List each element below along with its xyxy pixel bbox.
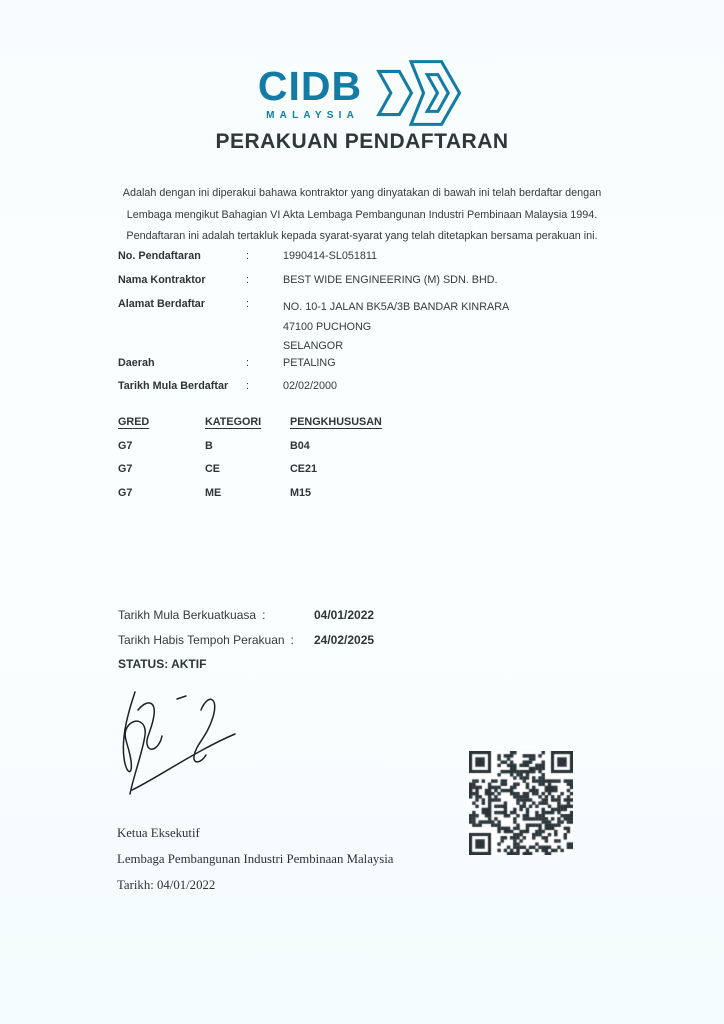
table-cell: G7 (118, 439, 133, 452)
signer-title: Ketua Eksekutif (117, 826, 200, 840)
table-header-pengkhususan: PENGKHUSUSAN (290, 416, 382, 428)
field-value: 04/01/2022 (314, 608, 375, 622)
table-header-gred: GRED (118, 416, 150, 428)
status-line: STATUS: AKTIF (118, 657, 207, 671)
field-value: BEST WIDE ENGINEERING (M) SDN. BHD. (283, 274, 498, 286)
field-label: No. Pendaftaran (118, 250, 201, 262)
issue-date: Tarikh: 04/01/2022 (117, 878, 216, 892)
address-line: SELANGOR (283, 340, 343, 352)
field-value: PETALING (283, 357, 336, 369)
cidb-logo-text (257, 62, 363, 121)
field-label: Tarikh Habis Tempoh Perakuan (118, 633, 285, 647)
cidb-hexagon-icon (374, 58, 466, 128)
registration-table (118, 416, 418, 510)
table-cell: B04 (290, 439, 310, 452)
field-label: Tarikh Mula Berkuatkuasa (118, 608, 257, 622)
organization-name: Lembaga Pembangunan Industri Pembinaan Malaysia (117, 852, 394, 866)
field-label: Tarikh Mula Berdaftar (118, 380, 229, 392)
field-label: Nama Kontraktor (118, 274, 206, 286)
table-cell: G7 (118, 463, 133, 475)
table-header-kategori: KATEGORI (205, 416, 262, 428)
field-tarikh-habis-tempoh (118, 633, 538, 647)
cidb-logo (0, 58, 724, 128)
brand-name: CIDB (257, 62, 363, 109)
table-cell: B (205, 439, 213, 452)
intro-line: Adalah dengan ini diperakui bahawa kontraktor yang dinyatakan di bawah ini telah berdaftar dengan (122, 187, 602, 199)
intro-line: Pendaftaran ini adalah tertakluk kepada syarat-syarat yang telah ditetapkan bersama perakuan ini. (126, 230, 598, 242)
table-cell: CE21 (290, 463, 318, 475)
field-value: 02/02/2000 (283, 380, 338, 392)
field-value (283, 298, 509, 357)
field-label: Daerah (118, 357, 155, 369)
address-line: 47100 PUCHONG (283, 320, 372, 333)
intro-line: Lembaga mengikut Bahagian VI Akta Lembaga Pembangunan Industri Pembinaan Malaysia 1994. (126, 208, 598, 221)
field-colon: : (246, 298, 249, 310)
signature-scribble-icon (105, 684, 245, 804)
table-cell: CE (205, 463, 220, 475)
address-line: NO. 10-1 JALAN BK5A/3B BANDAR KINRARA (283, 301, 510, 313)
field-value: 24/02/2025 (314, 633, 375, 647)
page-title: PERAKUAN PENDAFTARAN (215, 130, 509, 153)
field-colon: : (246, 380, 249, 392)
brand-subtitle: MALAYSIA (266, 109, 360, 121)
table-cell: G7 (118, 486, 133, 499)
table-cell: M15 (290, 486, 312, 499)
field-tarikh-mula-berkuatkuasa (118, 608, 538, 622)
field-value: 1990414-SL051811 (283, 250, 378, 262)
field-colon: : (246, 250, 249, 262)
field-colon: : (262, 608, 266, 622)
field-label: Alamat Berdaftar (118, 298, 206, 310)
field-colon: : (246, 274, 249, 286)
field-colon: : (246, 357, 249, 369)
footer-section (117, 820, 393, 898)
qr-code (469, 751, 573, 855)
table-cell: ME (205, 486, 222, 499)
field-colon: : (290, 633, 294, 647)
intro-paragraph (0, 183, 724, 248)
